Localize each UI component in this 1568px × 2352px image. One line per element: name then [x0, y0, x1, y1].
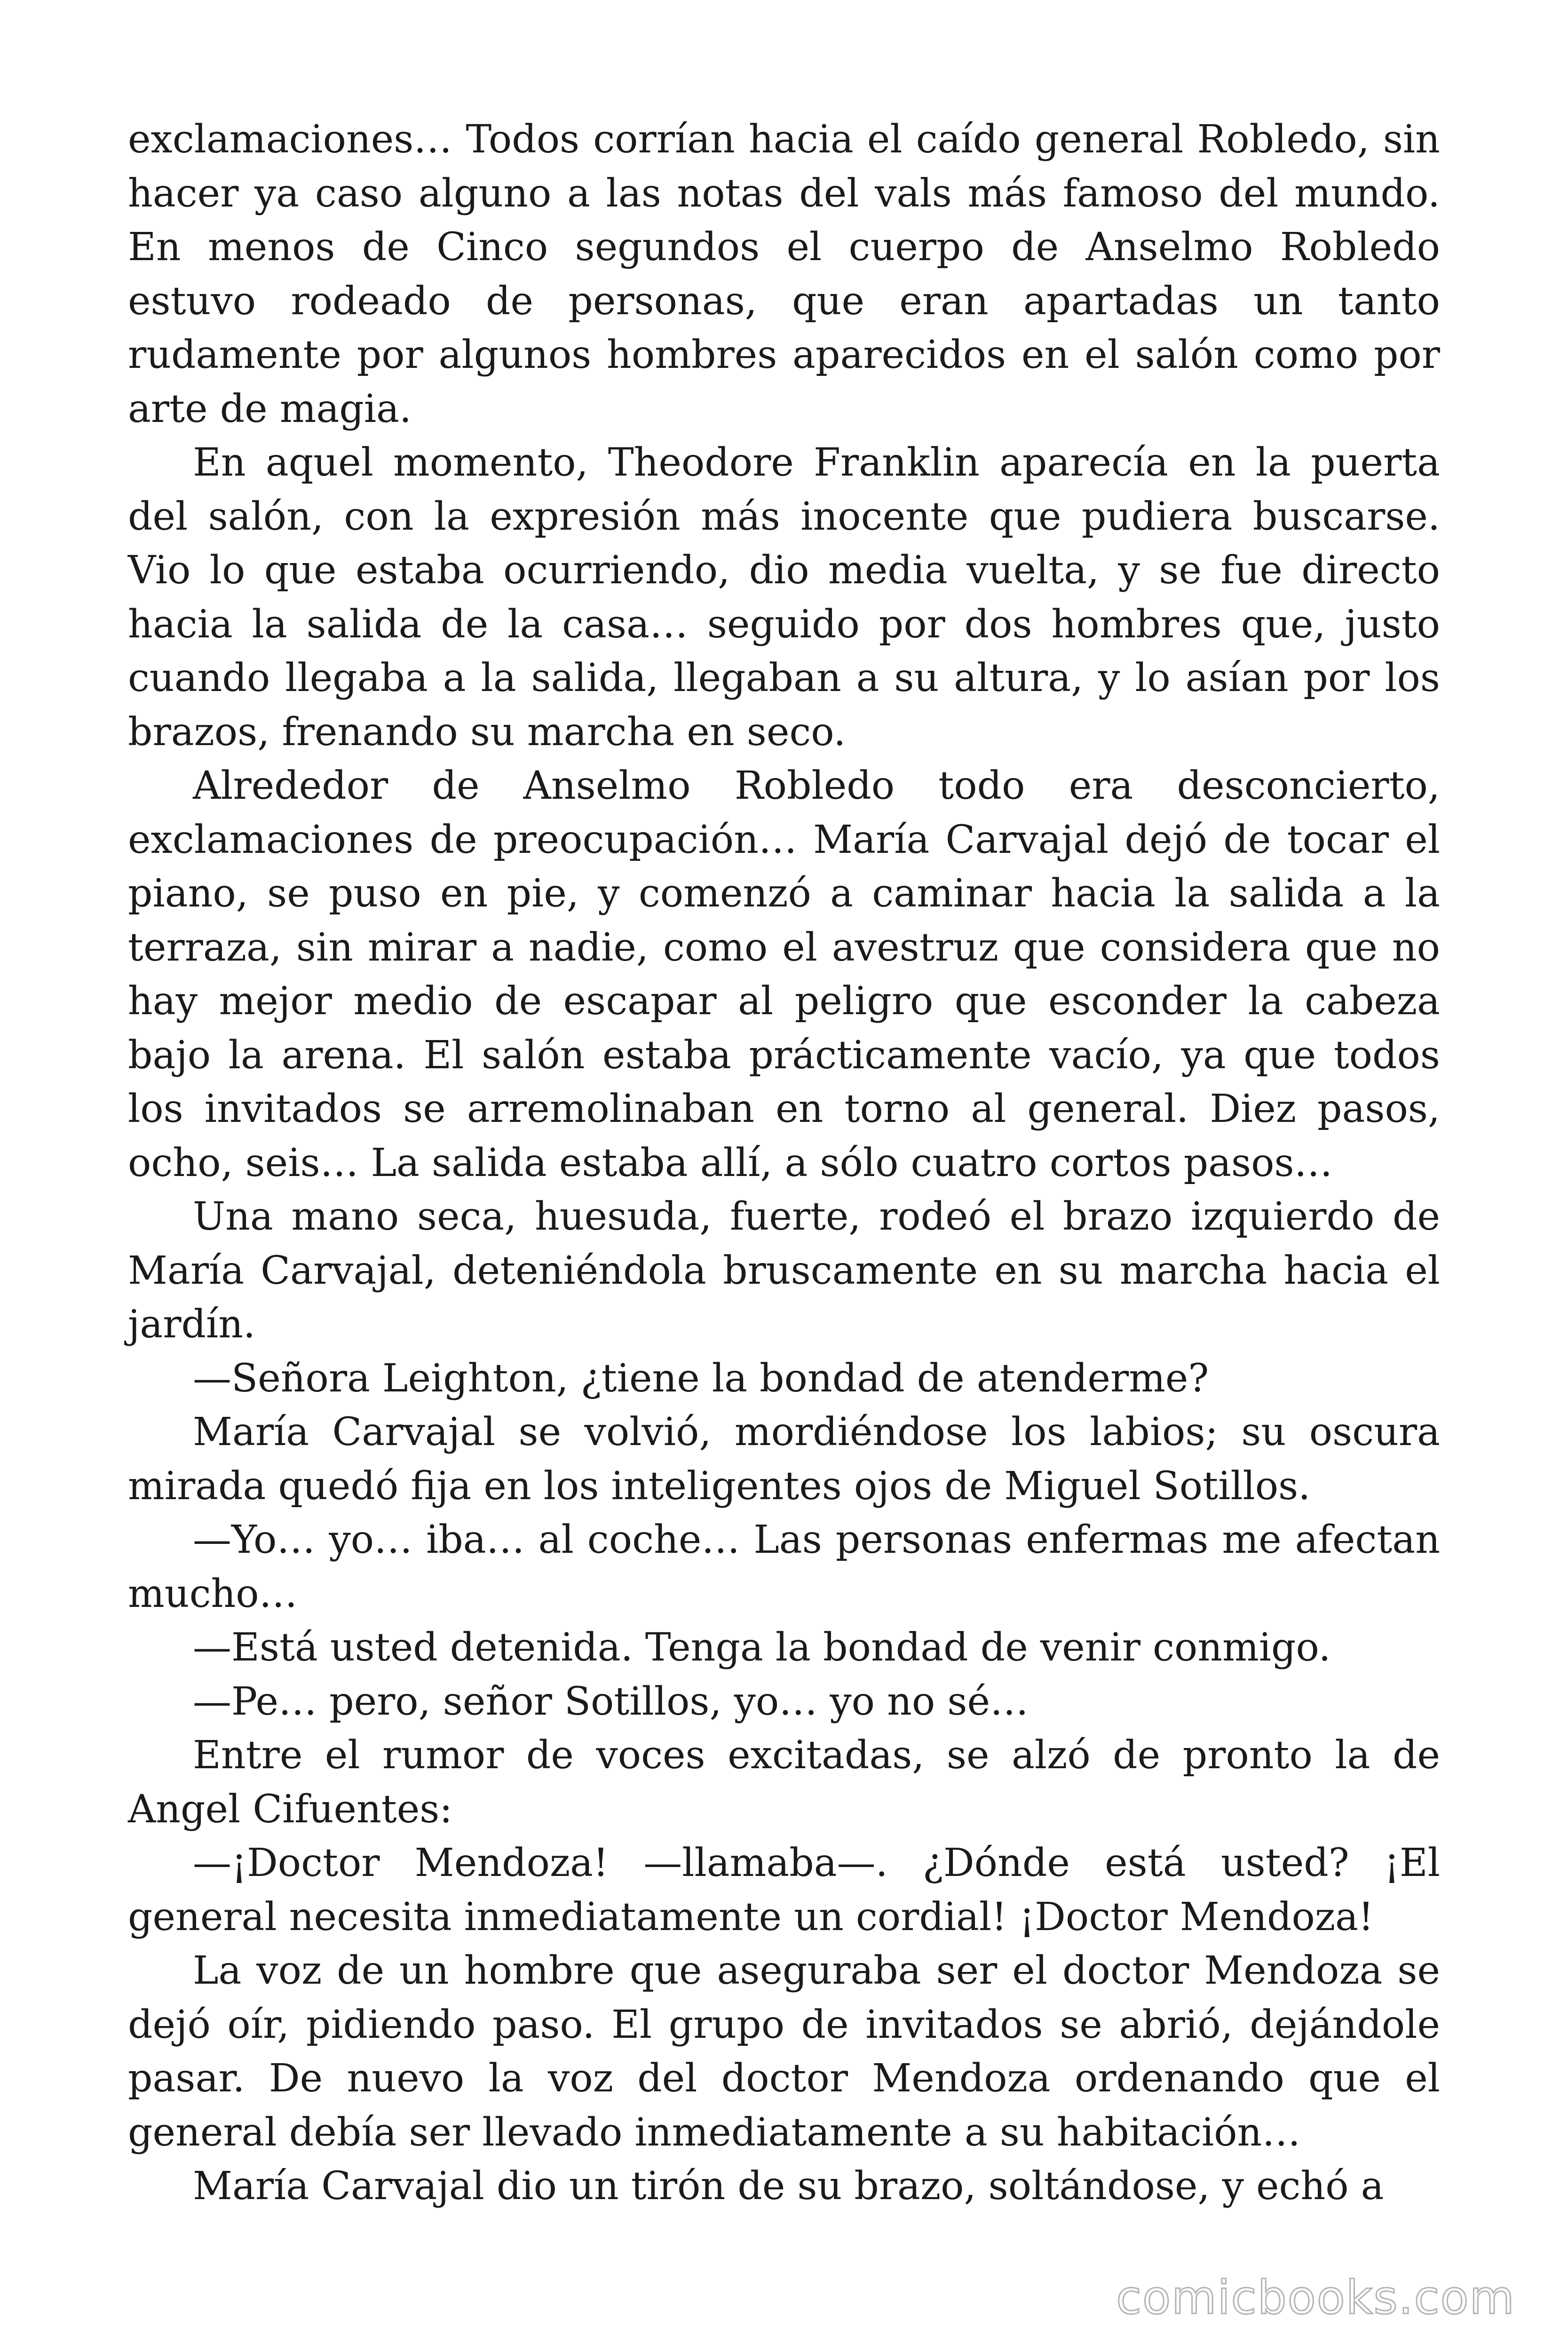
- paragraph: Entre el rumor de voces excitadas, se alzó de pronto la de Angel Cifuentes:: [128, 1733, 1440, 1832]
- dialogue-paragraph: —Yo… yo… iba… al coche… Las personas enfermas me afectan mucho…: [128, 1518, 1440, 1616]
- paragraph: Alrededor de Anselmo Robledo todo era desconcierto, exclamaciones de preocupación… María Carvajal dejó de tocar el piano, se puso en pie, y comenzó a caminar hacia la salida a la terraza, sin mirar a nadie, como el avestruz que considera que no hay mejor medio de escapar al peligro que esconder la cabeza bajo la arena. El salón estaba prácticamente vacío, ya que todos los invitados se arremolinaban en torno al general. Diez pasos, ocho, seis… La salida estaba allí, a sólo cuatro cortos pasos…: [128, 763, 1440, 1185]
- paragraph: En aquel momento, Theodore Franklin aparecía en la puerta del salón, con la expresión más inocente que pudiera buscarse. Vio lo que estaba ocurriendo, dio media vuelta, y se fue directo hacia la salida de la casa… seguido por dos hombres que, justo cuando llegaba a la salida, llegaban a su altura, y lo asían por los brazos, frenando su marcha en seco.: [128, 440, 1440, 755]
- watermark: comicbooks.com: [1116, 2271, 1515, 2325]
- body-text: [128, 113, 1440, 2214]
- dialogue-paragraph: —Señora Leighton, ¿tiene la bondad de atenderme?: [193, 1356, 1209, 1401]
- paragraph: La voz de un hombre que aseguraba ser el doctor Mendoza se dejó oír, pidiendo paso. El grupo de invitados se abrió, dejándole pasar. De nuevo la voz del doctor Mendoza ordenando que el general debía ser llevado inmediatamente a su habitación…: [128, 1948, 1440, 2155]
- dialogue-paragraph: —¡Doctor Mendoza! —llamaba—. ¿Dónde está usted? ¡El general necesita inmediatamente un cordial! ¡Doctor Mendoza!: [128, 1841, 1440, 1939]
- dialogue-paragraph: —Pe… pero, señor Sotillos, yo… yo no sé…: [193, 1679, 1029, 1724]
- paragraph: María Carvajal dio un tirón de su brazo, soltándose, y echó a: [193, 2164, 1384, 2209]
- paragraph: exclamaciones… Todos corrían hacia el caído general Robledo, sin hacer ya caso alguno a las notas del vals más famoso del mundo. En menos de Cinco segundos el cuerpo de Anselmo Robledo estuvo rodeado de personas, que eran apartadas un tanto rudamente por algunos hombres aparecidos en el salón como por arte de magia.: [128, 117, 1440, 431]
- dialogue-paragraph: —Está usted detenida. Tenga la bondad de venir conmigo.: [193, 1625, 1331, 1670]
- paragraph: María Carvajal se volvió, mordiéndose los labios; su oscura mirada quedó fija en los inteligentes ojos de Miguel Sotillos.: [128, 1410, 1440, 1509]
- paragraph: Una mano seca, huesuda, fuerte, rodeó el brazo izquierdo de María Carvajal, deteniéndola bruscamente en su marcha hacia el jardín.: [128, 1194, 1440, 1347]
